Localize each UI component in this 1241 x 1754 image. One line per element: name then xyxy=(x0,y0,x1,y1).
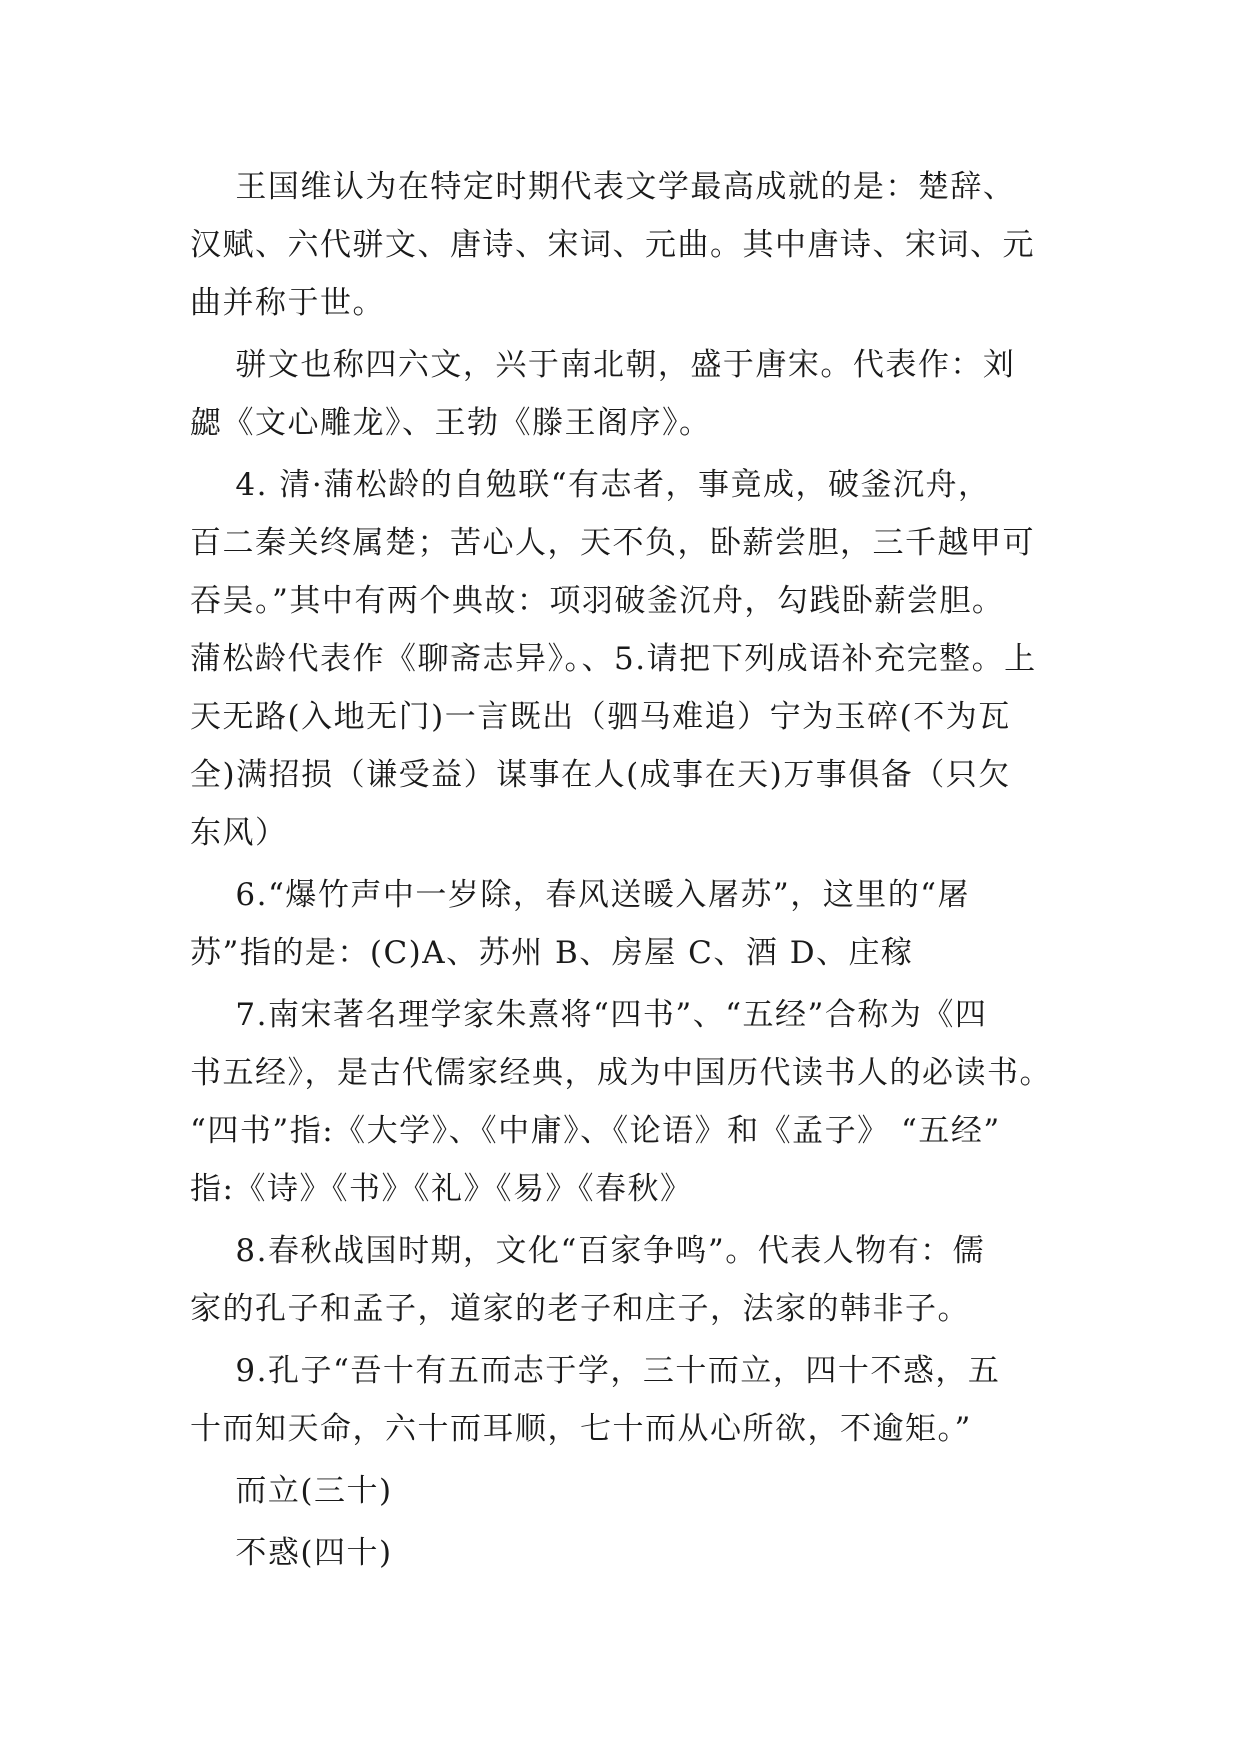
text-line: 全)满招损（谦受益）谋事在人(成事在天)万事俱备（只欠 xyxy=(190,757,1011,793)
text-line: “四书”指:《大学》、《中庸》、《论语》和《孟子》 “五经” xyxy=(190,1113,1001,1149)
text-line: 4. 清·蒲松龄的自勉联“有志者，事竟成，破釜沉舟， xyxy=(190,467,991,503)
text-line: 苏”指的是：(C)A、苏州 B、房屋 C、酒 D、庄稼 xyxy=(190,935,914,971)
text-line: 书五经》，是古代儒家经典，成为中国历代读书人的必读书。 xyxy=(190,1055,1052,1091)
text-line: 骈文也称四六文，兴于南北朝，盛于唐宋。代表作：刘 xyxy=(190,347,1016,383)
text-line: 蒲松龄代表作《聊斋志异》。、5.请把下列成语补充完整。上 xyxy=(190,641,1037,677)
text-line: 而立(三十) xyxy=(190,1473,393,1509)
text-line: 8.春秋战国时期，文化“百家争鸣”。代表人物有：儒 xyxy=(190,1233,986,1269)
text-line: 9.孔子“吾十有五而志于学，三十而立，四十不惑，五 xyxy=(190,1353,1001,1389)
text-line: 曲并称于世。 xyxy=(190,285,385,321)
document-body xyxy=(190,158,1052,1582)
text-line: 勰《文心雕龙》、王勃《滕王阁序》。 xyxy=(190,405,712,441)
text-line: 指:《诗》《书》《礼》《易》《春秋》 xyxy=(190,1171,693,1207)
text-line: 东风） xyxy=(190,815,288,851)
text-line: 不惑(四十) xyxy=(190,1535,393,1571)
text-line: 家的孔子和孟子，道家的老子和庄子，法家的韩非子。 xyxy=(190,1291,970,1327)
text-line: 汉赋、六代骈文、唐诗、宋词、元曲。其中唐诗、宋词、元 xyxy=(190,227,1035,263)
text-line: 王国维认为在特定时期代表文学最高成就的是：楚辞、 xyxy=(190,169,1016,205)
text-line: 十而知天命，六十而耳顺，七十而从心所欲，不逾矩。” xyxy=(190,1411,972,1447)
text-line: 百二秦关终属楚；苦心人，天不负，卧薪尝胆，三千越甲可 xyxy=(190,525,1035,561)
text-line: 吞吴。”其中有两个典故：项羽破釜沉舟，勾践卧薪尝胆。 xyxy=(190,583,1005,619)
text-line: 天无路(入地无门)一言既出（驷马难追）宁为玉碎(不为瓦 xyxy=(190,699,1011,735)
text-line: 6.“爆竹声中一岁除，春风送暖入屠苏”，这里的“屠 xyxy=(190,877,971,913)
text-line: 7.南宋著名理学家朱熹将“四书”、“五经”合称为《四 xyxy=(190,997,988,1033)
